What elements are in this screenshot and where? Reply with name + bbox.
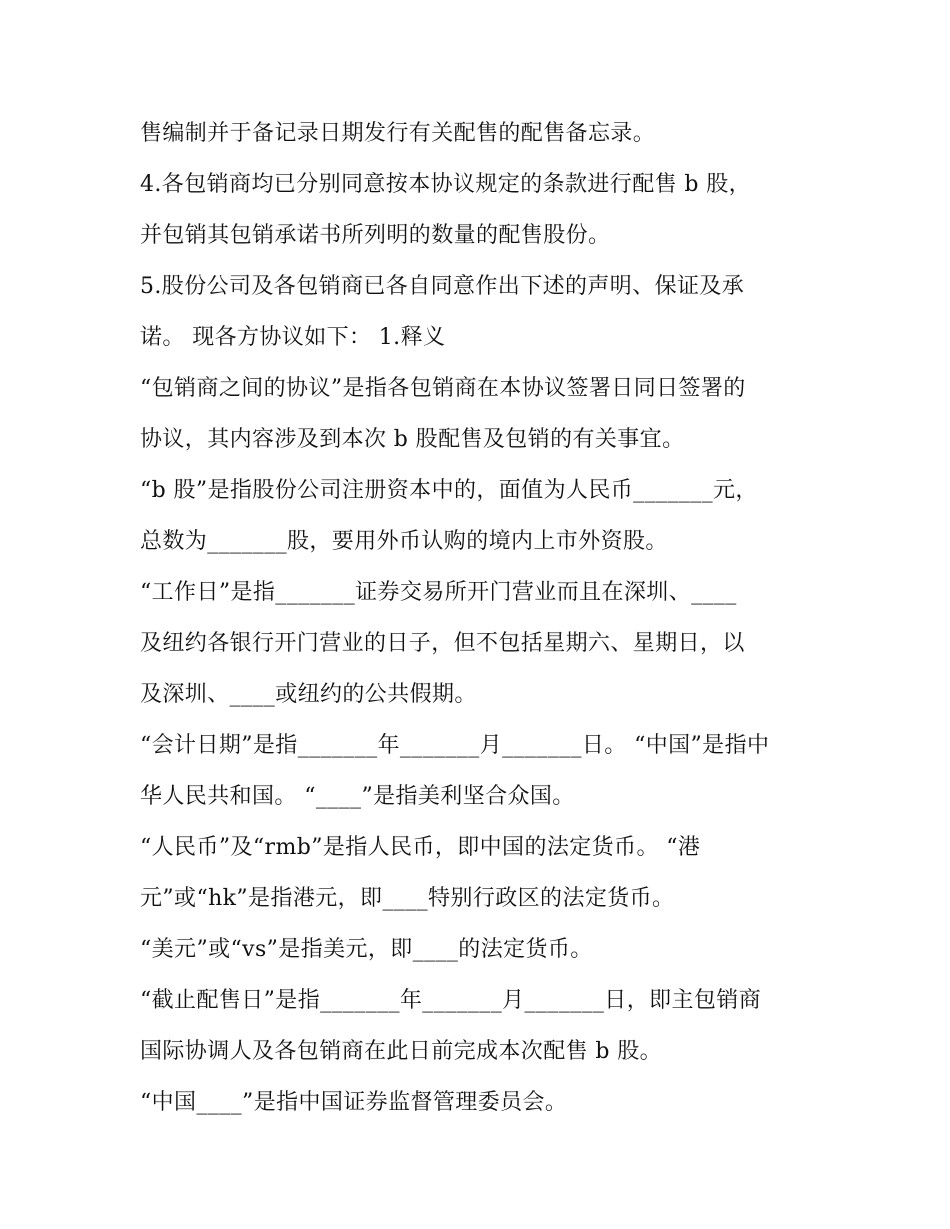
text-line: 国际协调人及各包销商在此日前完成本次配售 b 股。	[140, 1039, 663, 1064]
text-line: 诺。 现各方协议如下： 1.释义	[140, 325, 446, 350]
text-line: 售编制并于备记录日期发行有关配售的配售备忘录。	[140, 121, 656, 146]
text-line: “截止配售日”是指_______年_______月_______日，即主包销商	[140, 988, 762, 1013]
text-line: 5.股份公司及各包销商已各自同意作出下述的声明、保证及承	[140, 274, 745, 299]
text-line: “美元”或“vs”是指美元，即____的法定货币。	[140, 937, 593, 962]
text-line: 及深圳、____或纽约的公共假期。	[140, 682, 477, 707]
text-line: 总数为_______股，要用外币认购的境内上市外资股。	[140, 529, 668, 554]
text-line: 协议，其内容涉及到本次 b 股配售及包销的有关事宜。	[140, 427, 685, 452]
text-line: “包销商之间的协议”是指各包销商在本协议签署日同日签署的	[140, 376, 746, 401]
text-line: 元”或“hk”是指港元，即____特别行政区的法定货币。	[140, 886, 675, 911]
text-line: “中国____”是指中国证券监督管理委员会。	[140, 1090, 568, 1115]
text-line: 4.各包销商均已分别同意按本协议规定的条款进行配售 b 股，	[140, 172, 752, 197]
text-line: “会计日期”是指_______年_______月_______日。 “中国”是指中	[140, 733, 770, 758]
text-line: “工作日”是指_______证券交易所开门营业而且在深圳、____	[140, 580, 737, 605]
text-line: 及纽约各银行开门营业的日子，但不包括星期六、星期日，以	[140, 631, 745, 656]
text-line: “b 股”是指股份公司注册资本中的，面值为人民币_______元，	[140, 478, 758, 503]
text-line: 华人民共和国。 “____”是指美利坚合众国。	[140, 784, 575, 809]
text-line: 并包销其包销承诺书所列明的数量的配售股份。	[140, 223, 611, 248]
document-body	[140, 108, 820, 1128]
text-line: “人民币”及“rmb”是指人民币，即中国的法定货币。 “港	[140, 835, 701, 860]
